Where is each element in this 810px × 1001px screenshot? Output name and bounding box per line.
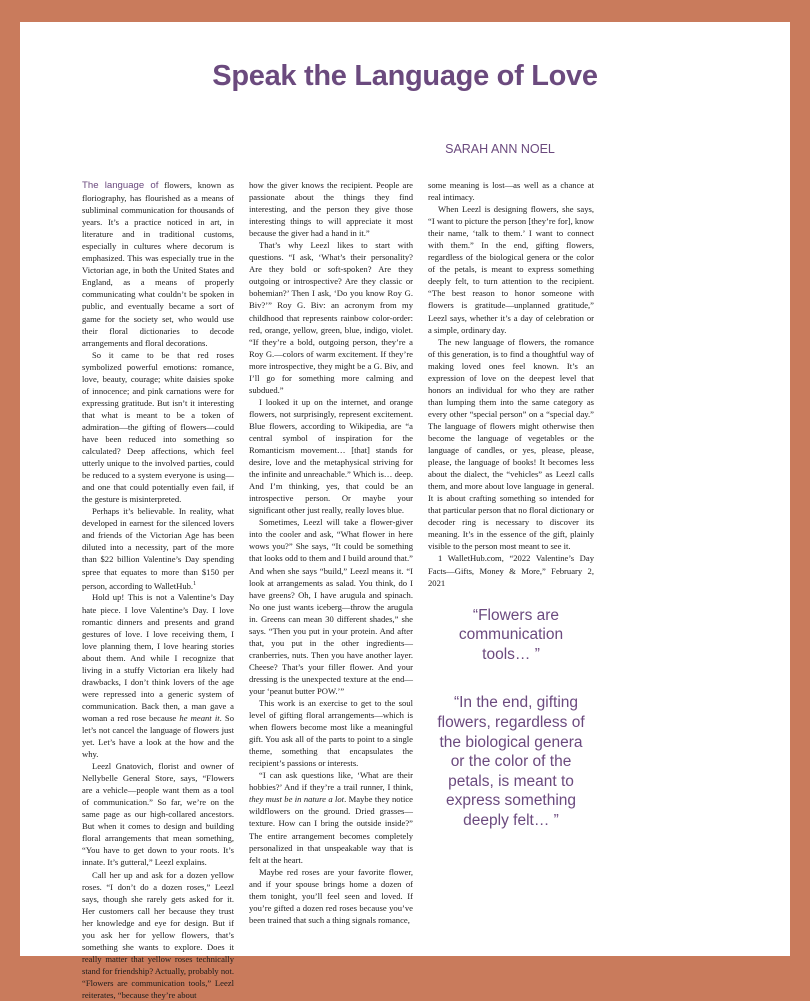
paragraph: Maybe red roses are your favorite flower, and if your spouse brings home a dozen of them tonight, you’ll feel seen and loved. If you’re gifted a dozen red roses because you’ve been trained that such a thing signals romance, — [249, 866, 413, 925]
column-1 — [82, 179, 234, 1001]
author-byline: SARAH ANN NOEL — [445, 142, 555, 156]
paragraph: how the giver knows the recipient. People are passionate about the things they find interesting, and the person they give those interesting things to will appreciate it most because the giver had a hand in it.” — [249, 180, 413, 239]
paragraph: Sometimes, Leezl will take a flower-giver into the cooler and ask, “What flower in here wows you?” She says, “It could be something that looks odd to them and I build around that.” And when she says “build,” Leezl means it. “I look at arrangements as salad. You think, do I have greens? Oh, I have arugula and spinach. No one just wants iceberg—throw the arugula in. Greens can mean 30 different shades,” she says. “Then you put in your protein. And after that, you put in the other ingredients—cranberries, nuts. Then you have another layer. Cheese? That’s your filler flower. And your dressing is the unexpected texture at the end—your ‘peanut butter POW.’” — [249, 517, 413, 696]
paragraph: Hold up! This is not a Valentine’s Day hate piece. I love Valentine’s Day. I love romantic dinners and presents and grand gestures of love. I love receiving them, I love planning them, I love hearing stories about them. And while I recognize that living in a stuffy Victorian era likely had drawbacks, I don’t think lovers of the age were repressed into a generic system of communication. Back then, a man gave a woman a red rose because he meant it. So let’s not cancel the language of flowers just yet. Let’s have a look at the how and the why. — [82, 592, 235, 760]
paragraph: some meaning is lost—as well as a chance at real intimacy. — [428, 180, 594, 203]
lead-in: The language of — [82, 180, 159, 191]
paragraph: “I can ask questions like, ‘What are their hobbies?’ And if they’re a trail runner, I think, they must be in nature a lot. Maybe they notice wildflowers on the ground. Dried grasses—texture. How can I bring the outside inside?” The entire arrangement becomes completely personalized in that unspeakable way that is felt at the heart. — [249, 770, 413, 865]
footnote: 1 WalletHub.com, “2022 Valentine’s Day Facts—Gifts, Money & More,” February 2, 2021 — [428, 553, 594, 588]
paragraph: This work is an exercise to get to the soul level of gifting floral arrangements—which is when flowers become most like a meaningful gift. You ask all of the parts to point to a single theme, something that encapsulates the recipient’s passions or interests. — [249, 698, 413, 769]
pull-quote-2: “In the end, gifting flowers, regardless of the biological genera or the color of the petals, is meant to express something deeply felt… ” — [437, 694, 585, 829]
column-2 — [249, 179, 413, 926]
paragraph: Call her up and ask for a dozen yellow roses. “I don’t do a dozen roses,” Leezl says, though she rarely gets asked for it. Her customers call her because they trust her knowledge and eye for design. But if you ask her for yellow flowers, that’s something she wants to explore. Does it really matter that yellow roses technically stand for friendship? Actually, probably not. “Flowers are communication tools,” Leezl reiterates, “because they’re about — [82, 869, 234, 1000]
pull-quote-1: “Flowers are communication tools… ” — [458, 606, 564, 663]
paragraph: The new language of flowers, the romance of this generation, is to find a thoughtful way of making loved ones feel known. It’s an expression of love on the deepest level that honors an individual for who they are rather than lumping them into the same category as every other “special person” on a “special day.” The language of flowers might otherwise then become the language of vegetables or the language of candles, or yes, please, please, please, the language of books! It becomes less about the dialect, the “vehicles” as Leezl calls them, and more about love language in general. It is about crafting something so intended for that particular person that no floral dictionary or decoder ring is necessary to discover its meaning. It’s in the essence of the gift, plainly visible to the person most meant to see it. — [428, 336, 594, 552]
article-page — [20, 22, 790, 1000]
paragraph: Leezl Gnatovich, florist and owner of Nellybelle General Store, says, “Flowers are a vehicle—people want them as a tool of communication.” So far, we’re on the same page as our high-collared ancestors. But when it comes to design and building floral arrangements that mean something, “You have to get down to your roots. It’s innate. It’s gutteral,” Leezl explains. — [82, 761, 234, 868]
column-3 — [428, 179, 594, 831]
paragraph: That’s why Leezl likes to start with questions. “I ask, ‘What’s their personality? Are they bold or soft-spoken? Are they outgoing or introspective? Are they classic or bohemian?’ Then I ask, ‘Do you know Roy G. Biv?’” Roy G. Biv: an acronym from my childhood that represents rainbow color-order: red, orange, yellow, green, blue, indigo, violet. “If they’re a bold, outgoing person, they’re a Roy G.—colors of warm excitement. If they’re more introspective, they might be a G. Biv, and I’ll go for something more calming and subdued.” — [249, 240, 413, 395]
paragraph: So it came to be that red roses symbolized powerful emotions: romance, love, beauty, courage; white daisies spoke of innocence; and pink carnations were for expressing gratitude. But isn’t it interesting that what is meant to be a token of admiration—the gifting of flowers—could have been reduced into something so calculated? Deep affections, which feel utterly unique to the involved parties, could be reduced to a system everyone is using—and one that could potentially even fail, if the gesture is misinterpreted. — [82, 349, 234, 505]
paragraph: I looked it up on the internet, and orange flowers, not surprisingly, represent excitement. Blue flowers, according to Wikipedia, are “a central symbol of inspiration for the Romanticism movement… [that] stands for desire, love and the metaphysical striving for the infinite and unreachable.” Which is… deep. And I’m thinking, yes, that could be an introspective person. Or maybe your significant other just really, really loves blue. — [249, 396, 413, 516]
article-title: Speak the Language of Love — [212, 60, 598, 92]
footnote-marker: 1 — [193, 580, 197, 587]
paragraph: When Leezl is designing flowers, she says, “I want to picture the person [they’re for], know their name, ‘talk to them.’ I want to connect with them.” In the end, gifting flowers, regardless of the biological genera or the color of the petals, is meant to express something deeply felt, to turn attention to the recipient. “The best reason to honor someone with flowers is gratitude—unplanned gratitude,” Leezl says, whether it’s a day of celebration or a simple, ordinary day. — [428, 204, 594, 335]
paragraph: Perhaps it’s believable. In reality, what developed in earnest for the silenced lovers and friends of the Victorian Age has been diluted into a necessity, part of the more than $22 billion Valentine’s Day spending spree that equates to more than $150 per person, according to WalletHub.$^1$ — [82, 506, 234, 591]
paragraph: The language of flowers, known as floriography, has flourished as a means of subliminal communication for thousands of years. It’s a practice noticed in art, in literature and in traditional customs, especially in cultures where decorum is emphasized. This was especially true in the Victorian age, in both the United States and England, as a means of properly communicating what couldn’t be spoken in public, and eventually became a sort of game for the society set, who would use their floral dictionaries to decode arrangements and floral decorations. — [82, 180, 234, 348]
